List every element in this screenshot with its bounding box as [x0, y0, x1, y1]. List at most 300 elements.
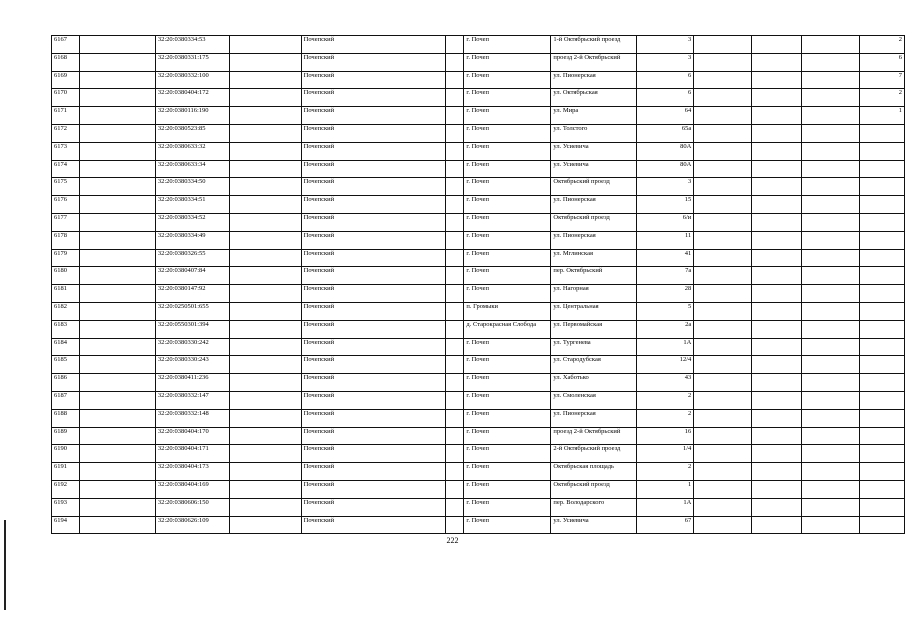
- cell-blank-a: [79, 160, 155, 178]
- cell-blank-d: [694, 302, 752, 320]
- cell-blank-f: [802, 89, 860, 107]
- cell-row-number: 6180: [52, 267, 80, 285]
- cell-cadastral-number: 32:20:0380334:51: [155, 196, 229, 214]
- cell-district: Почепский: [301, 160, 446, 178]
- cell-blank-c: [446, 427, 464, 445]
- cell-blank-c: [446, 302, 464, 320]
- cell-count: [859, 196, 904, 214]
- cell-street: Октябрьский проезд: [551, 178, 637, 196]
- cell-cadastral-number: 32:20:0380633:34: [155, 160, 229, 178]
- cell-house-number: 2: [637, 391, 694, 409]
- cell-house-number: 16: [637, 427, 694, 445]
- cell-blank-d: [694, 409, 752, 427]
- cell-street: проезд 2-й Октябрьский: [551, 427, 637, 445]
- cell-blank-c: [446, 267, 464, 285]
- register-table-body: [52, 36, 905, 534]
- cell-settlement: г. Почеп: [464, 178, 551, 196]
- cell-house-number: 6: [637, 71, 694, 89]
- cell-street: ул. Смоленская: [551, 391, 637, 409]
- cell-settlement: г. Почеп: [464, 409, 551, 427]
- cell-blank-c: [446, 285, 464, 303]
- cell-district: Почепский: [301, 89, 446, 107]
- cell-blank-c: [446, 178, 464, 196]
- cell-cadastral-number: 32:20:0380334:49: [155, 231, 229, 249]
- cell-street: ул. Центральная: [551, 302, 637, 320]
- cell-count: [859, 463, 904, 481]
- cell-blank-e: [752, 53, 802, 71]
- cell-cadastral-number: 32:20:0380330:243: [155, 356, 229, 374]
- cell-settlement: г. Почеп: [464, 249, 551, 267]
- cell-blank-b: [229, 445, 301, 463]
- cell-settlement: г. Почеп: [464, 89, 551, 107]
- cell-blank-e: [752, 36, 802, 54]
- cell-blank-a: [79, 285, 155, 303]
- cell-cadastral-number: 32:20:0380334:53: [155, 36, 229, 54]
- cell-cadastral-number: 32:20:0380404:173: [155, 463, 229, 481]
- cell-blank-b: [229, 142, 301, 160]
- cell-blank-c: [446, 89, 464, 107]
- cell-house-number: 28: [637, 285, 694, 303]
- cell-blank-a: [79, 338, 155, 356]
- cell-cadastral-number: 32:20:0380626:109: [155, 516, 229, 534]
- cell-row-number: 6193: [52, 498, 80, 516]
- cell-settlement: г. Почеп: [464, 445, 551, 463]
- cell-blank-f: [802, 480, 860, 498]
- cell-blank-f: [802, 427, 860, 445]
- cell-blank-d: [694, 285, 752, 303]
- cell-row-number: 6170: [52, 89, 80, 107]
- cell-blank-b: [229, 463, 301, 481]
- cell-blank-c: [446, 338, 464, 356]
- cell-count: 1: [859, 107, 904, 125]
- cell-blank-b: [229, 480, 301, 498]
- cell-settlement: г. Почеп: [464, 516, 551, 534]
- cell-settlement: п. Громыки: [464, 302, 551, 320]
- table-row: [52, 36, 905, 54]
- cell-blank-e: [752, 463, 802, 481]
- cell-cadastral-number: 32:20:0380606:150: [155, 498, 229, 516]
- cell-blank-a: [79, 374, 155, 392]
- cell-house-number: 5: [637, 302, 694, 320]
- cell-district: Почепский: [301, 302, 446, 320]
- table-row: [52, 516, 905, 534]
- table-row: [52, 480, 905, 498]
- cell-cadastral-number: 32:20:0380326:55: [155, 249, 229, 267]
- cell-blank-f: [802, 463, 860, 481]
- cell-blank-d: [694, 124, 752, 142]
- cell-cadastral-number: 32:20:0380330:242: [155, 338, 229, 356]
- cell-blank-e: [752, 427, 802, 445]
- cell-house-number: 1А: [637, 338, 694, 356]
- cell-row-number: 6188: [52, 409, 80, 427]
- table-row: [52, 178, 905, 196]
- cell-cadastral-number: 32:20:0380332:148: [155, 409, 229, 427]
- cell-row-number: 6168: [52, 53, 80, 71]
- cell-blank-c: [446, 196, 464, 214]
- binding-mark: [4, 520, 6, 610]
- cell-settlement: г. Почеп: [464, 36, 551, 54]
- cell-row-number: 6172: [52, 124, 80, 142]
- cell-blank-f: [802, 142, 860, 160]
- cell-settlement: г. Почеп: [464, 53, 551, 71]
- cell-street: Октябрьский проезд: [551, 213, 637, 231]
- cell-blank-d: [694, 498, 752, 516]
- table-row: [52, 142, 905, 160]
- table-row: [52, 213, 905, 231]
- cell-blank-e: [752, 320, 802, 338]
- cell-blank-c: [446, 498, 464, 516]
- cell-count: [859, 356, 904, 374]
- cell-settlement: г. Почеп: [464, 267, 551, 285]
- cell-blank-d: [694, 213, 752, 231]
- cell-blank-a: [79, 124, 155, 142]
- cell-blank-e: [752, 196, 802, 214]
- cell-settlement: г. Почеп: [464, 124, 551, 142]
- cell-cadastral-number: 32:20:0250501:655: [155, 302, 229, 320]
- cell-district: Почепский: [301, 142, 446, 160]
- cell-blank-b: [229, 89, 301, 107]
- cell-settlement: г. Почеп: [464, 391, 551, 409]
- cell-blank-f: [802, 36, 860, 54]
- cell-blank-a: [79, 498, 155, 516]
- cell-district: Почепский: [301, 427, 446, 445]
- cell-blank-d: [694, 71, 752, 89]
- table-row: [52, 249, 905, 267]
- cell-blank-c: [446, 516, 464, 534]
- cell-district: Почепский: [301, 231, 446, 249]
- cell-house-number: 6: [637, 89, 694, 107]
- cell-house-number: 43: [637, 374, 694, 392]
- cell-house-number: 11: [637, 231, 694, 249]
- cell-count: [859, 374, 904, 392]
- cell-cadastral-number: 32:20:0380332:100: [155, 71, 229, 89]
- cell-count: [859, 409, 904, 427]
- table-row: [52, 356, 905, 374]
- register-table: [51, 35, 905, 534]
- cell-settlement: г. Почеп: [464, 142, 551, 160]
- cell-street: Октябрьская площадь: [551, 463, 637, 481]
- cell-count: [859, 142, 904, 160]
- table-row: [52, 338, 905, 356]
- cell-blank-c: [446, 480, 464, 498]
- cell-blank-b: [229, 498, 301, 516]
- cell-blank-d: [694, 427, 752, 445]
- cell-cadastral-number: 32:20:0380334:52: [155, 213, 229, 231]
- cell-street: ул. Усиевича: [551, 142, 637, 160]
- cell-blank-f: [802, 231, 860, 249]
- cell-settlement: г. Почеп: [464, 356, 551, 374]
- cell-count: [859, 320, 904, 338]
- cell-blank-f: [802, 267, 860, 285]
- cell-blank-b: [229, 231, 301, 249]
- cell-house-number: 3: [637, 36, 694, 54]
- cell-row-number: 6194: [52, 516, 80, 534]
- cell-house-number: 80А: [637, 160, 694, 178]
- cell-blank-d: [694, 338, 752, 356]
- cell-row-number: 6169: [52, 71, 80, 89]
- cell-district: Почепский: [301, 36, 446, 54]
- cell-blank-e: [752, 231, 802, 249]
- cell-cadastral-number: 32:20:0380404:171: [155, 445, 229, 463]
- cell-count: [859, 249, 904, 267]
- cell-cadastral-number: 32:20:0380332:147: [155, 391, 229, 409]
- table-row: [52, 427, 905, 445]
- cell-street: ул. Пионерская: [551, 231, 637, 249]
- cell-blank-e: [752, 178, 802, 196]
- cell-blank-f: [802, 196, 860, 214]
- cell-blank-d: [694, 356, 752, 374]
- cell-blank-a: [79, 427, 155, 445]
- cell-settlement: г. Почеп: [464, 427, 551, 445]
- cell-blank-c: [446, 249, 464, 267]
- cell-blank-d: [694, 231, 752, 249]
- cell-blank-e: [752, 356, 802, 374]
- cell-blank-c: [446, 142, 464, 160]
- table-row: [52, 89, 905, 107]
- cell-blank-a: [79, 213, 155, 231]
- cell-settlement: г. Почеп: [464, 498, 551, 516]
- cell-blank-a: [79, 445, 155, 463]
- cell-cadastral-number: 32:20:0380331:175: [155, 53, 229, 71]
- cell-blank-a: [79, 267, 155, 285]
- cell-settlement: г. Почеп: [464, 160, 551, 178]
- cell-row-number: 6190: [52, 445, 80, 463]
- cell-blank-e: [752, 160, 802, 178]
- cell-count: [859, 178, 904, 196]
- cell-cadastral-number: 32:20:0380116:190: [155, 107, 229, 125]
- table-row: [52, 445, 905, 463]
- cell-district: Почепский: [301, 356, 446, 374]
- cell-blank-c: [446, 160, 464, 178]
- cell-settlement: г. Почеп: [464, 285, 551, 303]
- cell-district: Почепский: [301, 107, 446, 125]
- cell-blank-d: [694, 320, 752, 338]
- cell-blank-f: [802, 71, 860, 89]
- cell-settlement: д. Старокрасная Слобода: [464, 320, 551, 338]
- cell-blank-d: [694, 53, 752, 71]
- cell-house-number: 3: [637, 178, 694, 196]
- cell-blank-a: [79, 249, 155, 267]
- cell-settlement: г. Почеп: [464, 213, 551, 231]
- cell-blank-b: [229, 53, 301, 71]
- page-number: 222: [446, 536, 459, 545]
- cell-blank-c: [446, 107, 464, 125]
- cell-blank-b: [229, 374, 301, 392]
- cell-cadastral-number: 32:20:0380404:170: [155, 427, 229, 445]
- cell-blank-b: [229, 302, 301, 320]
- cell-blank-b: [229, 285, 301, 303]
- cell-blank-e: [752, 107, 802, 125]
- cell-blank-b: [229, 249, 301, 267]
- cell-blank-a: [79, 409, 155, 427]
- cell-cadastral-number: 32:20:0380633:32: [155, 142, 229, 160]
- cell-district: Почепский: [301, 285, 446, 303]
- cell-count: 6: [859, 53, 904, 71]
- cell-street: ул. Усиевича: [551, 516, 637, 534]
- cell-blank-e: [752, 89, 802, 107]
- table-row: [52, 231, 905, 249]
- cell-district: Почепский: [301, 249, 446, 267]
- cell-row-number: 6177: [52, 213, 80, 231]
- cell-blank-d: [694, 160, 752, 178]
- cell-blank-a: [79, 231, 155, 249]
- cell-row-number: 6185: [52, 356, 80, 374]
- cell-blank-a: [79, 178, 155, 196]
- cell-blank-e: [752, 213, 802, 231]
- table-row: [52, 71, 905, 89]
- cell-row-number: 6175: [52, 178, 80, 196]
- cell-blank-f: [802, 124, 860, 142]
- cell-row-number: 6184: [52, 338, 80, 356]
- cell-blank-c: [446, 445, 464, 463]
- cell-blank-a: [79, 320, 155, 338]
- cell-blank-b: [229, 196, 301, 214]
- cell-street: ул. Первомайская: [551, 320, 637, 338]
- cell-blank-b: [229, 107, 301, 125]
- cell-row-number: 6189: [52, 427, 80, 445]
- cell-blank-a: [79, 53, 155, 71]
- cell-street: пер. Володарского: [551, 498, 637, 516]
- cell-district: Почепский: [301, 374, 446, 392]
- cell-house-number: 1: [637, 480, 694, 498]
- cell-blank-e: [752, 267, 802, 285]
- cell-blank-e: [752, 249, 802, 267]
- cell-blank-b: [229, 213, 301, 231]
- cell-cadastral-number: 32:20:0380147:92: [155, 285, 229, 303]
- cell-row-number: 6174: [52, 160, 80, 178]
- cell-district: Почепский: [301, 516, 446, 534]
- cell-blank-d: [694, 480, 752, 498]
- cell-district: Почепский: [301, 124, 446, 142]
- cell-district: Почепский: [301, 409, 446, 427]
- cell-blank-f: [802, 302, 860, 320]
- cell-blank-b: [229, 356, 301, 374]
- cell-blank-a: [79, 463, 155, 481]
- cell-count: [859, 391, 904, 409]
- cell-district: Почепский: [301, 53, 446, 71]
- table-row: [52, 409, 905, 427]
- table-row: [52, 320, 905, 338]
- cell-settlement: г. Почеп: [464, 196, 551, 214]
- cell-blank-c: [446, 71, 464, 89]
- cell-count: 2: [859, 36, 904, 54]
- cell-street: ул. Пионерская: [551, 409, 637, 427]
- cell-blank-b: [229, 36, 301, 54]
- cell-blank-d: [694, 445, 752, 463]
- cell-house-number: 1/4: [637, 445, 694, 463]
- cell-blank-a: [79, 302, 155, 320]
- cell-blank-b: [229, 338, 301, 356]
- cell-blank-d: [694, 178, 752, 196]
- cell-house-number: 6/и: [637, 213, 694, 231]
- cell-blank-f: [802, 320, 860, 338]
- table-row: [52, 302, 905, 320]
- cell-street: ул. Мглинская: [551, 249, 637, 267]
- cell-blank-d: [694, 107, 752, 125]
- cell-blank-b: [229, 516, 301, 534]
- cell-house-number: 64: [637, 107, 694, 125]
- cell-blank-a: [79, 142, 155, 160]
- cell-row-number: 6178: [52, 231, 80, 249]
- cell-blank-b: [229, 391, 301, 409]
- cell-blank-c: [446, 463, 464, 481]
- cell-district: Почепский: [301, 178, 446, 196]
- cell-blank-a: [79, 36, 155, 54]
- cell-row-number: 6171: [52, 107, 80, 125]
- cell-row-number: 6183: [52, 320, 80, 338]
- cell-street: ул. Хаботько: [551, 374, 637, 392]
- cell-blank-b: [229, 267, 301, 285]
- cell-house-number: 1А: [637, 498, 694, 516]
- cell-street: ул. Стародубская: [551, 356, 637, 374]
- cell-row-number: 6182: [52, 302, 80, 320]
- cell-row-number: 6167: [52, 36, 80, 54]
- cell-house-number: 2а: [637, 320, 694, 338]
- cell-count: [859, 427, 904, 445]
- cell-blank-f: [802, 356, 860, 374]
- cell-count: [859, 160, 904, 178]
- cell-blank-d: [694, 89, 752, 107]
- cell-count: [859, 516, 904, 534]
- cell-blank-a: [79, 480, 155, 498]
- cell-district: Почепский: [301, 498, 446, 516]
- cell-street: ул. Мира: [551, 107, 637, 125]
- cell-blank-a: [79, 89, 155, 107]
- cell-blank-b: [229, 71, 301, 89]
- cell-count: [859, 338, 904, 356]
- cell-blank-c: [446, 36, 464, 54]
- cell-blank-d: [694, 249, 752, 267]
- cell-count: [859, 498, 904, 516]
- cell-count: [859, 285, 904, 303]
- cell-blank-d: [694, 196, 752, 214]
- cell-blank-d: [694, 391, 752, 409]
- cell-house-number: 41: [637, 249, 694, 267]
- cell-count: 7: [859, 71, 904, 89]
- cell-cadastral-number: 32:20:0380404:172: [155, 89, 229, 107]
- table-row: [52, 463, 905, 481]
- cell-blank-e: [752, 374, 802, 392]
- cell-street: ул. Нагорная: [551, 285, 637, 303]
- cell-blank-b: [229, 124, 301, 142]
- cell-row-number: 6179: [52, 249, 80, 267]
- cell-count: [859, 302, 904, 320]
- table-row: [52, 160, 905, 178]
- cell-street: ул. Усиевича: [551, 160, 637, 178]
- cell-district: Почепский: [301, 480, 446, 498]
- table-row: [52, 53, 905, 71]
- cell-cadastral-number: 32:20:0380523:85: [155, 124, 229, 142]
- cell-district: Почепский: [301, 338, 446, 356]
- cell-street: ул. Тургенева: [551, 338, 637, 356]
- cell-district: Почепский: [301, 267, 446, 285]
- cell-district: Почепский: [301, 320, 446, 338]
- cell-house-number: 15: [637, 196, 694, 214]
- cell-blank-c: [446, 409, 464, 427]
- table-row: [52, 107, 905, 125]
- cell-settlement: г. Почеп: [464, 480, 551, 498]
- cell-settlement: г. Почеп: [464, 71, 551, 89]
- cell-count: [859, 267, 904, 285]
- cell-cadastral-number: 32:20:0380407:84: [155, 267, 229, 285]
- cell-blank-f: [802, 107, 860, 125]
- cell-blank-f: [802, 445, 860, 463]
- cell-blank-d: [694, 516, 752, 534]
- cell-street: ул. Октябрьская: [551, 89, 637, 107]
- cell-blank-d: [694, 463, 752, 481]
- cell-blank-e: [752, 124, 802, 142]
- cell-blank-e: [752, 338, 802, 356]
